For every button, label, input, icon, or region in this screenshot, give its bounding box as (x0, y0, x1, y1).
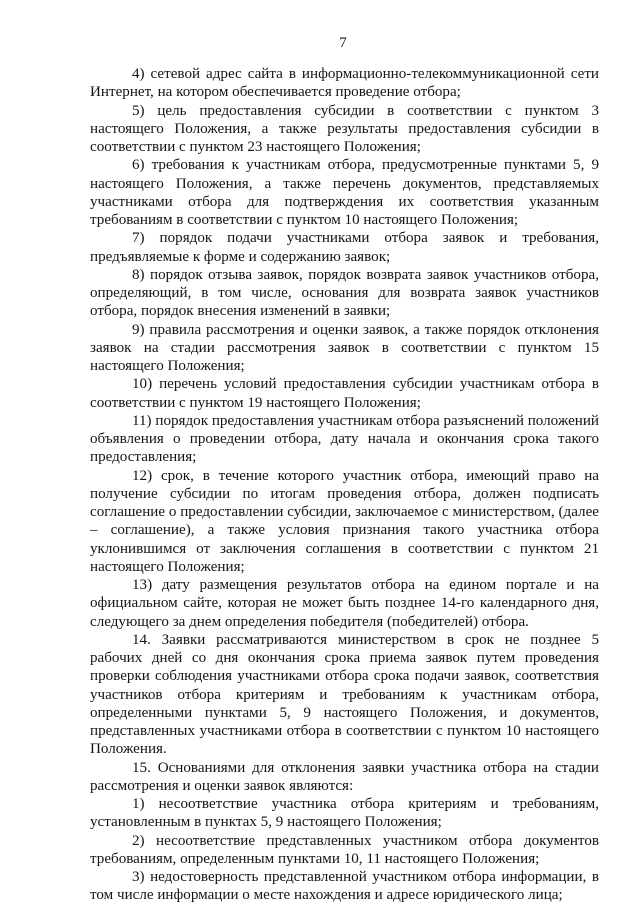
paragraph-item-8-withdrawal: 8) порядок отзыва заявок, порядок возврата заявок участников отбора, определяющий, в том числе, основания для возврата заявок участников отбора, порядок внесения изменений в заявки; (90, 266, 599, 320)
page-number: 7 (339, 35, 347, 51)
paragraph-item-7-submission: 7) порядок подачи участниками отбора заявок и требования, предъявляемые к форме и содержанию заявок; (90, 230, 599, 265)
document-body (90, 65, 599, 905)
paragraph-item-10-conditions: 10) перечень условий предоставления субсидии участникам отбора в соответствии с пунктом 19 настоящего Положения; (90, 376, 599, 411)
paragraph-clause-15-item-1: 1) несоответствие участника отбора критериям и требованиям, установленным в пунктах 5, 9 настоящего Положения; (90, 796, 599, 831)
paragraph-item-11-clarifications: 11) порядок предоставления участникам отбора разъяснений положений объявления о проведении отбора, дату начала и окончания срока такого предоставления; (90, 412, 599, 466)
paragraph-item-4-website: 4) сетевой адрес сайта в информационно-телекоммуникационной сети Интернет, на котором обеспечивается проведение отбора; (90, 66, 599, 101)
paragraph-item-9-review-rules: 9) правила рассмотрения и оценки заявок, а также порядок отклонения заявок на стадии рассмотрения заявок в соответствии с пунктом 15 настоящего Положения; (90, 321, 599, 374)
paragraph-item-5-purpose: 5) цель предоставления субсидии в соответствии с пунктом 3 настоящего Положения, а также результаты предоставления субсидии в соответствии с пунктом 23 настоящего Положения; (90, 102, 599, 155)
paragraph-item-6-requirements: 6) требования к участникам отбора, предусмотренные пунктами 5, 9 настоящего Положения, а также перечень документов, представляемых участниками отбора для подтверждения их соответствия указанным требованиям в соответствии с пунктом 10 настоящего Положения; (90, 157, 599, 228)
paragraph-item-12-agreement-term: 12) срок, в течение которого участник отбора, имеющий право на получение субсидии по итогам проведения отбора, должен подписать соглашение о предоставлении субсидии, заключаемое с министерством, (далее – соглашение), а также условия признания такого участника отбора уклонившимся от заключения соглашения в соответствии с пунктом 21 настоящего Положения; (90, 467, 599, 575)
paragraph-item-13-results-date: 13) дату размещения результатов отбора на едином портале и на официальном сайте, которая не может быть позднее 14-го календарного дня, следующего за днем определения победителя (победителей) отбора. (90, 577, 599, 630)
paragraph-clause-15-item-2: 2) несоответствие представленных участником отбора документов требованиям, определенным пунктами 10, 11 настоящего Положения; (90, 832, 599, 867)
paragraph-clause-14: 14. Заявки рассматриваются министерством в срок не позднее 5 рабочих дней со дня окончания срока приема заявок путем проведения проверки соблюдения участниками отбора срока подачи заявок, соответствия участников отбора критериям и требованиям к участникам отбора, определенными пунктами 5, 9 настоящего Положения, и документов, представленных участниками отбора в соответствии с пунктом 10 настоящего Положения. (90, 631, 599, 758)
paragraph-clause-15: 15. Основаниями для отклонения заявки участника отбора на стадии рассмотрения и оценки заявок являются: (90, 759, 599, 794)
paragraph-clause-15-item-3: 3) недостоверность представленной участником отбора информации, в том числе информации о месте нахождения и адресе юридического лица; (90, 869, 599, 904)
